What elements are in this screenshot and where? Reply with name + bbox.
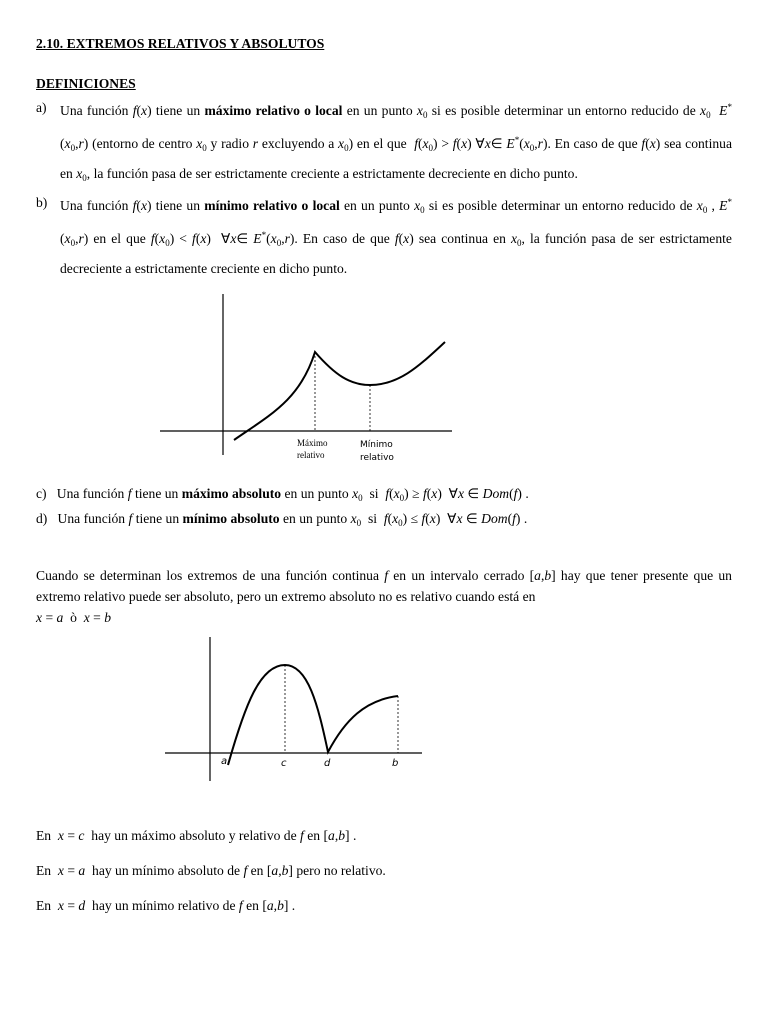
item-marker: b) [36,195,48,210]
definition-a-text: Una función f(x) tiene un máximo relativo o local en un punto $x_0$ si es posible determinar un entorno reducido de $x_0$ $E^*(x_0,r)$ (entorno de centro $x_0$ y radio r excluyendo a $x_0$) en el que $f(x_0) > f(x)$ ∀x∈ $E^*(x_0,r)$. En caso de que f(x) sea continua en $x_0$, la función pasa de ser estrictamente creciente a estrictamente decreciente en dicho punto. [60,102,732,183]
label-maximo: Máximo [297,438,328,448]
section-title: 2.10. EXTREMOS RELATIVOS Y ABSOLUTOS [36,36,325,51]
label-relativo-2: relativo [360,453,394,463]
definition-a [36,95,732,191]
label-minimo: Mínimo [360,440,393,450]
keyword-min-relativo: mínimo relativo o local [204,198,340,213]
definition-c: c) Una función f tiene un máximo absoluto en un punto $x_0$ si $f(x_0) \ge f(x)$ ∀x ∈ Dom(f) . [36,486,529,503]
keyword-min-absoluto: mínimo absoluto [182,511,280,526]
definition-b [36,190,732,281]
keyword-max-relativo: máximo relativo o local [204,103,343,118]
label-b: b [392,758,399,769]
item-marker: a) [36,100,47,115]
conclusion-1: En x = c hay un máximo absoluto y relativo de f en [a,b] . [36,828,357,843]
keyword-max-absoluto: máximo absoluto [181,486,282,501]
closed-interval-paragraph: Cuando se determinan los extremos de una función continua f en un intervalo cerrado [a,b] hay que tener presente que un extremo relativo puede ser absoluto, pero un extremo absoluto no es relativo cuando está en x = a ò x = b [36,568,732,625]
label-relativo-1: relativo [297,450,325,460]
definitions-heading: DEFINICIONES [36,76,136,91]
figure-relative-extrema [150,290,460,470]
definition-d: d) Una función f tiene un mínimo absoluto en un punto $x_0$ si $f(x_0) \le f(x)$ ∀x ∈ Dom(f) . [36,511,528,528]
label-a: a [221,756,228,767]
conclusion-2: En x = a hay un mínimo absoluto de f en [a,b] pero no relativo. [36,863,386,878]
definition-b-text: Una función f(x) tiene un mínimo relativo o local en un punto $x_0$ si es posible determinar un entorno reducido de $x_0$ , $E^*(x_0,r)$ en el que $f(x_0) < f(x)$ ∀x∈ $E^*(x_0,r)$. En caso de que f(x) sea continua en $x_0$, la función pasa de ser estrictamente decreciente a estrictamente creciente en dicho punto. [60,197,732,276]
label-c: c [281,758,287,769]
figure-closed-interval [160,635,425,785]
conclusion-3: En x = d hay un mínimo relativo de f en [a,b] . [36,898,296,913]
function-curve [234,342,445,440]
label-d: d [324,758,331,769]
function-curve [228,665,398,765]
